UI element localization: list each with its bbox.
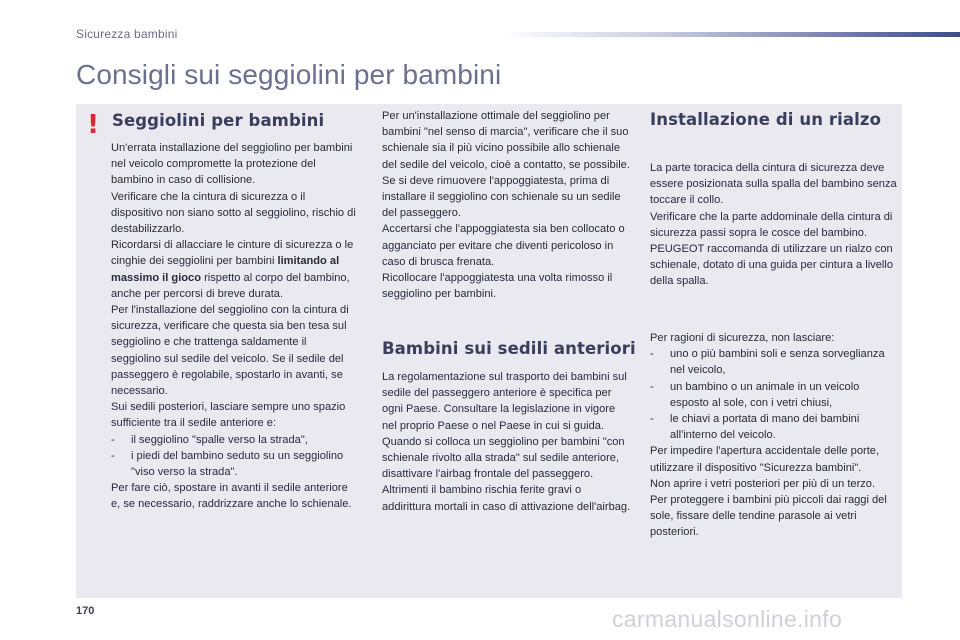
dash-bullet: - [650,380,654,393]
heading-rialzo: Installazione di un rialzo [650,110,882,129]
paragraph: Quando si colloca un seggiolino per bambini "con schienale rivolto alla strada" sul sedile anteriore, disattivare l'airbag frontale del passeggero. Altrimenti il bambino rischia ferite gravi o addirittura mortali in caso di attivazione dell'airbag. [382,435,631,513]
paragraph: Verificare che la parte addominale della cintura di sicurezza passi sopra le cosce del bambino. [650,210,893,239]
paragraph: Sui sedili posteriori, lasciare sempre uno spazio sufficiente tra il sedile anteriore e: [111,401,346,430]
list-item [650,346,900,378]
bold-text: limitando al massimo il gioco [111,255,340,284]
paragraph: La regolamentazione sul trasporto dei bambini sul sedile del passeggero anteriore è specifica per ogni Paese. Consultare la legislazione in vigore nel proprio Paese o nel Paese in cui si guida. [382,371,627,432]
list-item-text: uno o più bambini soli e senza sorveglianza nel veicolo, [670,348,885,377]
watermark: carmanualsonline.info [612,606,843,632]
list-item-text: un bambino o un animale in un veicolo esposto al sole, con i vetri chiusi, [670,380,860,409]
list-item-text: il seggiolino "spalle verso la strada", [131,433,308,446]
header-bar [500,32,960,37]
exclamation-icon: ! [87,110,99,140]
list-item [650,411,900,443]
paragraph: Per l'installazione del seggiolino con la cintura di sicurezza, verificare che questa sia ben tesa sul seggiolino e che trattenga saldamente il seggiolino sul sedile del veicolo. Se il sedile del passeggero è regolabile, spostarlo in avanti, se necessario. [111,304,349,398]
list-item [111,432,357,448]
heading-seggiolini: Seggiolini per bambini [112,111,325,130]
dash-bullet: - [650,413,654,426]
paragraph: Ricollocare l'appoggiatesta una volta rimosso il seggiolino per bambini. [382,272,613,301]
page-number: 170 [76,605,95,617]
list-item [650,379,900,411]
paragraph: Non aprire i vetri posteriori per più di un terzo. [650,477,876,490]
column-1 [111,140,357,513]
column-3-bottom [650,330,900,541]
paragraph: Un'errata installazione del seggiolino per bambini nel veicolo compromette la protezione del bambino in caso di collisione. [111,142,353,187]
column-3-top [650,160,900,290]
paragraph: PEUGEOT raccomanda di utilizzare un rialzo con schienale, dotato di una guida per cintura a livello della spalla. [650,243,893,288]
paragraph: Accertarsi che l'appoggiatesta sia ben collocato o agganciato per evitare che diventi pericoloso in caso di brusca frenata. [382,223,625,268]
list-item [111,448,357,480]
list-item-text: le chiavi a portata di mano dei bambini all'interno del veicolo. [670,413,860,442]
paragraph: Per ragioni di sicurezza, non lasciare: [650,332,835,344]
paragraph: Verificare che la cintura di sicurezza o il dispositivo non siano sotto al seggiolino, rischio di destabilizzarlo. [111,190,356,236]
warning-icon [80,112,106,140]
column-2-bottom [382,369,632,515]
text-span: Ricordarsi di allacciare le cinture di sicurezza o le cinghie dei seggiolini per bambini [111,239,354,268]
paragraph: La parte toracica della cintura di sicurezza deve essere posizionata sulla spalla del bambino senza toccare il collo. [650,162,897,207]
column-2-top [382,108,632,302]
paragraph: Per un'installazione ottimale del seggiolino per bambini "nel senso di marcia", verificare che il suo schienale sia il più vicino possibile allo schienale del sedile del veicolo, cioè a contatto, se possibile. [382,110,630,171]
dash-bullet: - [650,348,654,361]
section-label: Sicurezza bambini [76,27,178,41]
heading-sedili-anteriori: Bambini sui sedili anteriori [382,339,636,358]
text-span: rispetto al corpo del bambino, anche per percorsi di breve durata. [111,271,350,300]
paragraph: Per proteggere i bambini più piccoli dai raggi del sole, fissare delle tendine parasole ai vetri posteriori. [650,494,887,539]
paragraph: Se si deve rimuovere l'appoggiatesta, prima di installare il seggiolino con schienale su un sedile del passeggero. [382,174,621,220]
dash-bullet: - [111,433,115,446]
dash-bullet: - [111,449,115,462]
page-title: Consigli sui seggiolini per bambini [76,59,502,90]
paragraph [111,237,357,302]
list-item-text: i piedi del bambino seduto su un seggiolino "viso verso la strada". [131,449,344,479]
paragraph: Per impedire l'apertura accidentale delle porte, utilizzare il dispositivo "Sicurezza bambini". [650,445,880,474]
paragraph: Per fare ciò, spostare in avanti il sedile anteriore e, se necessario, raddrizzare anche lo schienale. [111,482,352,511]
